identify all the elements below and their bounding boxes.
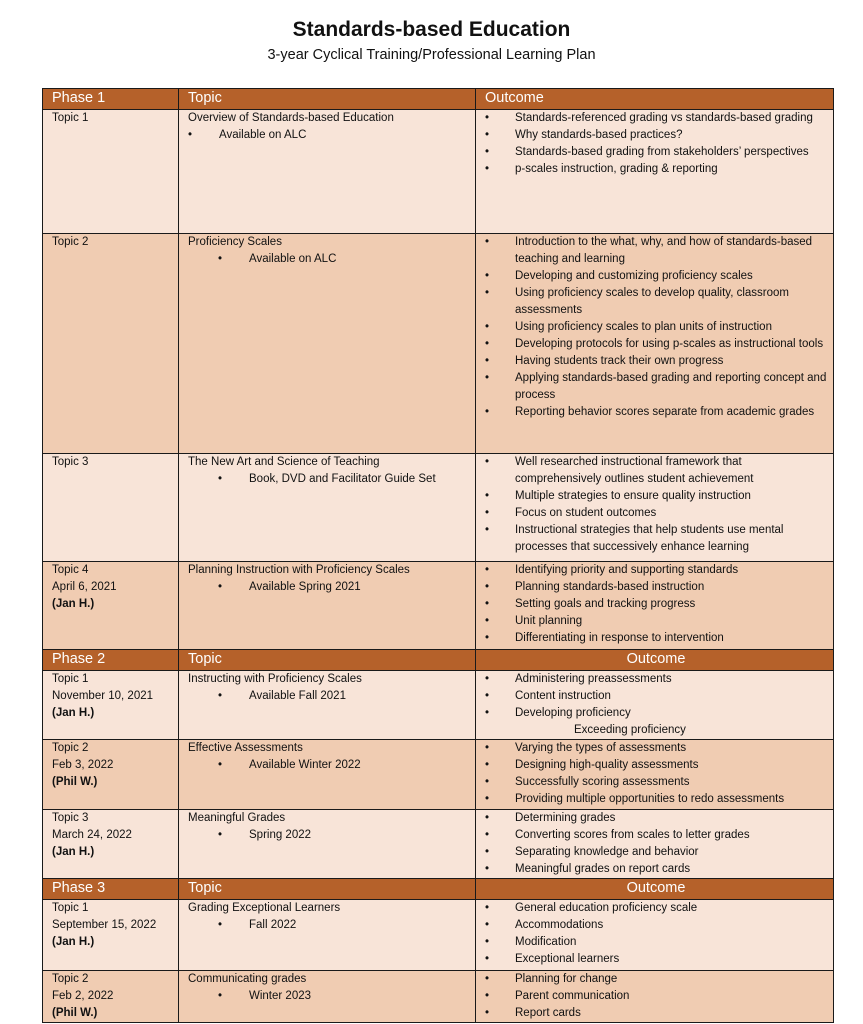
outcome-item: • Successfully scoring assessments [485,774,827,791]
outcome-list [485,454,827,556]
topic-header: Topic [179,89,476,110]
topic-title: Communicating grades [188,973,307,985]
topic-title: Planning Instruction with Proficiency Scales [188,564,410,576]
availability-line [188,827,469,844]
presenter-name: (Jan H.) [52,598,95,610]
topic-cell [43,971,179,1023]
availability-text: Available on ALC [219,129,307,141]
table-row [43,110,834,234]
outcome-item: • Standards-based grading from stakeholders’ perspectives [485,144,827,161]
topic-number: Topic 2 [52,236,89,248]
document-subtitle: 3-year Cyclical Training/Professional Learning Plan [267,47,596,63]
availability-line [188,251,469,268]
session-date: Feb 3, 2022 [52,759,114,771]
table-row [43,900,834,971]
bullet-glyph: • [218,990,223,1002]
outcome-list [485,900,827,968]
outcome-item: • Using proficiency scales to develop quality, classroom assessments [485,285,827,319]
outcome-item: • Planning standards-based instruction [485,579,827,596]
outcome-cell [476,671,834,740]
phase-header-row [43,650,834,671]
outcome-cell [476,971,834,1023]
availability-line [188,688,469,705]
outcome-subitem: Exceeding proficiency [574,724,686,736]
topic-cell [43,900,179,971]
topic-title: Instructing with Proficiency Scales [188,673,362,685]
outcome-item: • Developing protocols for using p-scales as instructional tools [485,336,827,353]
outcome-item: • Multiple strategies to ensure quality instruction [485,488,827,505]
presenter-name: (Jan H.) [52,846,95,858]
availability-line [188,127,469,144]
outcome-cell [476,454,834,562]
availability-text: Available Winter 2022 [249,759,361,771]
outcome-item: • Determining grades [485,810,827,827]
outcome-item: • Designing high-quality assessments [485,757,827,774]
outcome-header: Outcome [476,879,834,900]
bullet-glyph: • [218,759,223,771]
topic-number: Topic 3 [52,812,89,824]
outcome-item: • Planning for change [485,971,827,988]
topic-cell [43,740,179,810]
availability-text: Available Spring 2021 [249,581,361,593]
session-date: April 6, 2021 [52,581,117,593]
outcome-item: • Using proficiency scales to plan units of instruction [485,319,827,336]
availability-text: Fall 2022 [249,919,297,931]
phase-header: Phase 3 [43,879,179,900]
topic-title-cell [179,671,476,740]
availability-text: Spring 2022 [249,829,312,841]
topic-number: Topic 1 [52,112,89,124]
table-row [43,740,834,810]
outcome-list [485,234,827,421]
topic-cell [43,110,179,234]
outcome-item: • Developing and customizing proficiency scales [485,268,827,285]
outcome-item: • Developing proficiency [485,705,827,722]
topic-cell [43,810,179,879]
outcome-item: • Having students track their own progress [485,353,827,370]
phase-header: Phase 2 [43,650,179,671]
topic-header: Topic [179,650,476,671]
availability-line [188,988,469,1005]
presenter-name: (Jan H.) [52,936,95,948]
topic-number: Topic 1 [52,673,89,685]
session-date: November 10, 2021 [52,690,154,702]
topic-title: Overview of Standards-based Education [188,112,394,124]
topic-title-cell [179,740,476,810]
outcome-item: • Parent communication [485,988,827,1005]
topic-title-cell [179,810,476,879]
phase-header-row [43,879,834,900]
outcome-header: Outcome [476,89,834,110]
topic-title-cell [179,234,476,454]
table-row [43,234,834,454]
outcome-item: • Applying standards-based grading and reporting concept and process [485,370,827,404]
outcome-item: • Unit planning [485,613,827,630]
availability-text: Available on ALC [249,253,337,265]
outcome-item: • Accommodations [485,917,827,934]
table-row [43,971,834,1023]
outcome-item: • Focus on student outcomes [485,505,827,522]
outcome-item: • Setting goals and tracking progress [485,596,827,613]
outcome-item: • Converting scores from scales to letter grades [485,827,827,844]
topic-cell [43,671,179,740]
topic-number: Topic 3 [52,456,89,468]
outcome-item: • Reporting behavior scores separate from academic grades [485,404,827,421]
outcome-item: • Report cards [485,1005,827,1022]
topic-title-cell [179,562,476,650]
outcome-item: • Content instruction [485,688,827,705]
outcome-cell [476,810,834,879]
outcome-item: • p-scales instruction, grading & reporting [485,161,827,178]
outcome-cell [476,562,834,650]
outcome-item: • Differentiating in response to intervention [485,630,827,647]
outcome-item: • Separating knowledge and behavior [485,844,827,861]
presenter-name: (Jan H.) [52,707,95,719]
document-title: Standards-based Education [292,18,571,41]
bullet-glyph: • [218,690,223,702]
topic-number: Topic 2 [52,973,89,985]
topic-number: Topic 1 [52,902,89,914]
availability-text: Available Fall 2021 [249,690,346,702]
outcome-item: • Administering preassessments [485,671,827,688]
outcome-cell [476,234,834,454]
topic-number: Topic 4 [52,564,89,576]
outcome-item: • Instructional strategies that help students use mental processes that successively enhance learning [485,522,827,556]
table-row [43,810,834,879]
phase-header: Phase 1 [43,89,179,110]
bullet-glyph: • [218,473,223,485]
outcome-list [485,971,827,1022]
topic-title: The New Art and Science of Teaching [188,456,380,468]
plan-table [42,88,834,1023]
availability-text: Book, DVD and Facilitator Guide Set [249,473,436,485]
table-row [43,562,834,650]
topic-title: Grading Exceptional Learners [188,902,341,914]
outcome-list [485,740,827,808]
topic-title: Proficiency Scales [188,236,282,248]
outcome-list [485,562,827,647]
phase-header-row [43,89,834,110]
outcome-item: • Well researched instructional framework that comprehensively outlines student achievement [485,454,827,488]
topic-number: Topic 2 [52,742,89,754]
outcome-list [485,110,827,178]
table-row [43,671,834,740]
availability-line [188,917,469,934]
outcome-list [485,671,827,722]
topic-title-cell [179,971,476,1023]
session-date: Feb 2, 2022 [52,990,114,1002]
presenter-name: (Phil W.) [52,776,98,788]
topic-cell [43,454,179,562]
availability-line [188,757,469,774]
topic-header: Topic [179,879,476,900]
availability-line [188,579,469,596]
bullet-glyph: • [218,829,223,841]
outcome-list [485,810,827,878]
table-row [43,454,834,562]
outcome-header: Outcome [476,650,834,671]
outcome-item: • General education proficiency scale [485,900,827,917]
outcome-item: • Varying the types of assessments [485,740,827,757]
topic-title-cell [179,454,476,562]
topic-title: Meaningful Grades [188,812,286,824]
topic-title-cell [179,110,476,234]
bullet-glyph: • [218,253,223,265]
outcome-item: • Identifying priority and supporting standards [485,562,827,579]
bullet-glyph: • [218,581,223,593]
presenter-name: (Phil W.) [52,1007,98,1019]
outcome-cell [476,110,834,234]
availability-text: Winter 2023 [249,990,312,1002]
topic-cell [43,562,179,650]
outcome-cell [476,900,834,971]
outcome-item: • Standards-referenced grading vs standards-based grading [485,110,827,127]
topic-title-cell [179,900,476,971]
session-date: September 15, 2022 [52,919,157,931]
outcome-item: • Modification [485,934,827,951]
outcome-item: • Why standards-based practices? [485,127,827,144]
outcome-item: • Introduction to the what, why, and how of standards-based teaching and learning [485,234,827,268]
outcome-cell [476,740,834,810]
topic-cell [43,234,179,454]
bullet-glyph: • [188,129,193,141]
topic-title: Effective Assessments [188,742,303,754]
outcome-item: • Providing multiple opportunities to redo assessments [485,791,827,808]
bullet-glyph: • [218,919,223,931]
outcome-item: • Exceptional learners [485,951,827,968]
outcome-item: • Meaningful grades on report cards [485,861,827,878]
session-date: March 24, 2022 [52,829,132,841]
availability-line [188,471,469,488]
